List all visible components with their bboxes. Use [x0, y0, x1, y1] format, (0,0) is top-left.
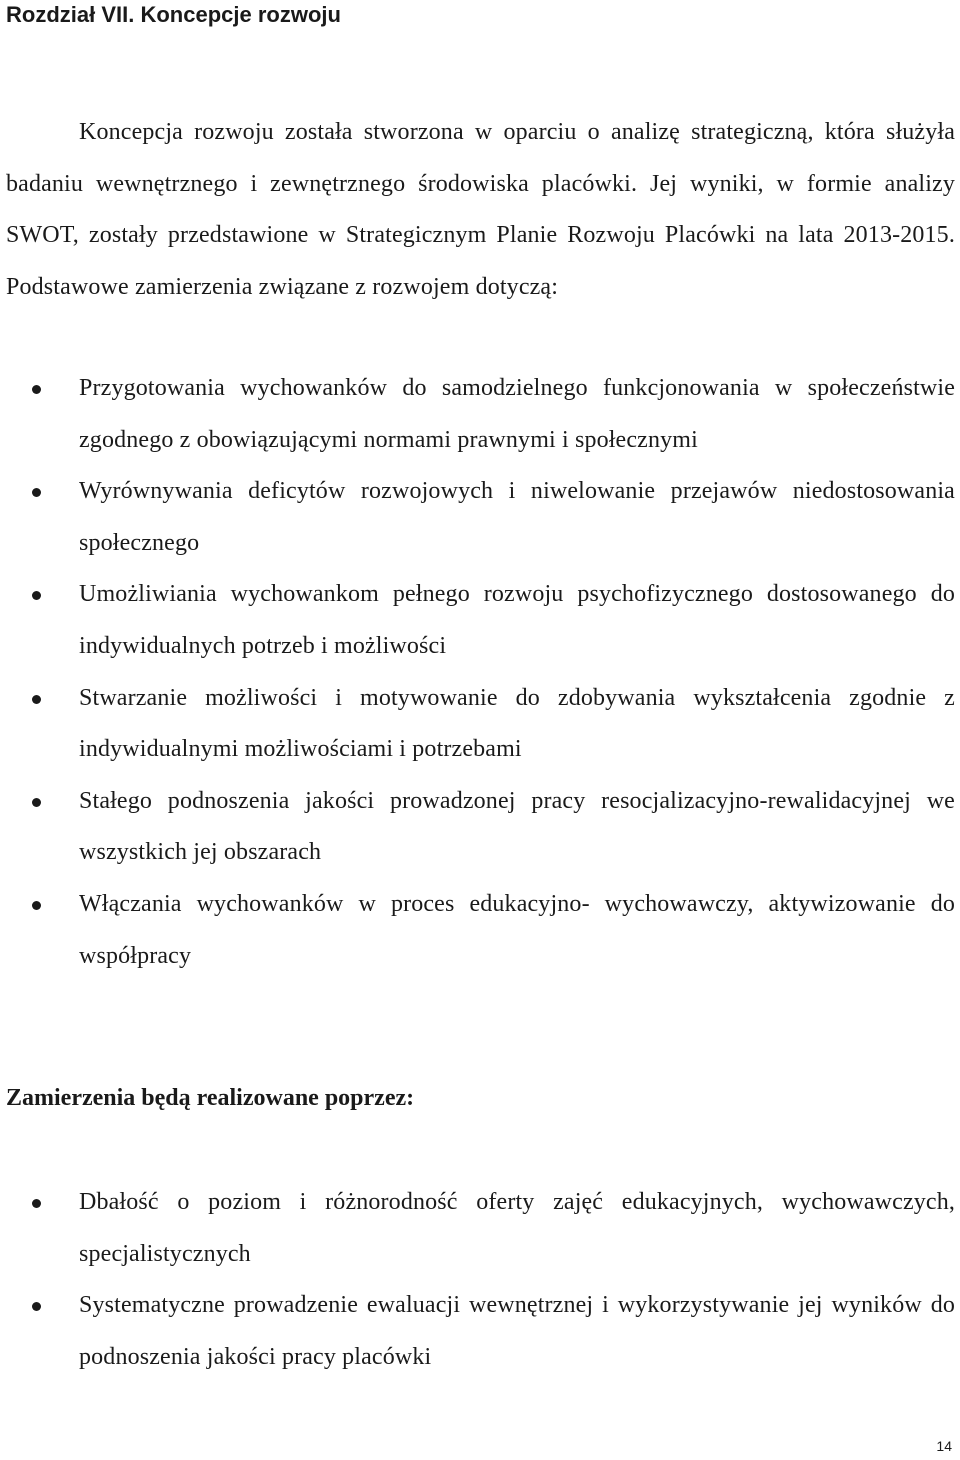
bullet-icon [32, 901, 41, 910]
list-item-text: Włączania wychowanków w proces edukacyjno- wychowawczy, aktywizowanie do współpracy [79, 890, 955, 969]
list-item [0, 363, 955, 466]
list-item [0, 466, 955, 569]
list-item [0, 776, 955, 879]
bullet-icon [32, 695, 41, 704]
list-item [0, 673, 955, 776]
page-number: 14 [936, 1438, 952, 1454]
list-item-text: Stałego podnoszenia jakości prowadzonej pracy resocjalizacyjno-rewalidacyjnej we wszystkich jej obszarach [79, 787, 955, 866]
list-item-text: Systematyczne prowadzenie ewaluacji wewnętrznej i wykorzystywanie jej wyników do podnoszenia jakości pracy placówki [79, 1292, 955, 1370]
list-item-text: Umożliwiania wychowankom pełnego rozwoju psychofizycznego dostosowanego do indywidualnych potrzeb i możliwości [79, 581, 955, 659]
bullet-icon [32, 591, 41, 600]
implementation-means-list [0, 1177, 960, 1383]
list-item [0, 1280, 955, 1383]
intro-paragraph: Koncepcja rozwoju została stworzona w oparciu o analizę strategiczną, która służyła badaniu wewnętrznego i zewnętrznego środowiska placówki. Jej wyniki, w formie analizy SWOT, zostały przedstawione w Strategicznym Planie Rozwoju Placówki na lata 2013-2015. Podstawowe zamierzenia związane z rozwojem dotyczą: [6, 119, 955, 300]
list-item-text: Przygotowania wychowanków do samodzielnego funkcjonowania w społeczeństwie zgodnego z obowiązującymi normami prawnymi i społecznymi [79, 375, 955, 453]
list-item-text: Stwarzanie możliwości i motywowanie do zdobywania wykształcenia zgodnie z indywidualnymi możliwościami i potrzebami [79, 684, 955, 763]
means-heading: Zamierzenia będą realizowane poprzez: [6, 1085, 415, 1111]
bullet-icon [32, 1302, 41, 1311]
bullet-icon [32, 385, 41, 394]
list-item-text: Dbałość o poziom i różnorodność oferty zajęć edukacyjnych, wychowawczych, specjalistycznych [79, 1189, 955, 1267]
list-item [0, 569, 955, 672]
bullet-icon [32, 798, 41, 807]
bullet-icon [32, 1199, 41, 1208]
development-goals-list [0, 363, 960, 982]
chapter-title: Rozdział VII. Koncepcje rozwoju [6, 2, 341, 27]
bullet-icon [32, 488, 41, 497]
list-item-text: Wyrównywania deficytów rozwojowych i niwelowanie przejawów niedostosowania społecznego [79, 478, 955, 556]
list-item [0, 879, 955, 982]
list-item [0, 1177, 955, 1280]
